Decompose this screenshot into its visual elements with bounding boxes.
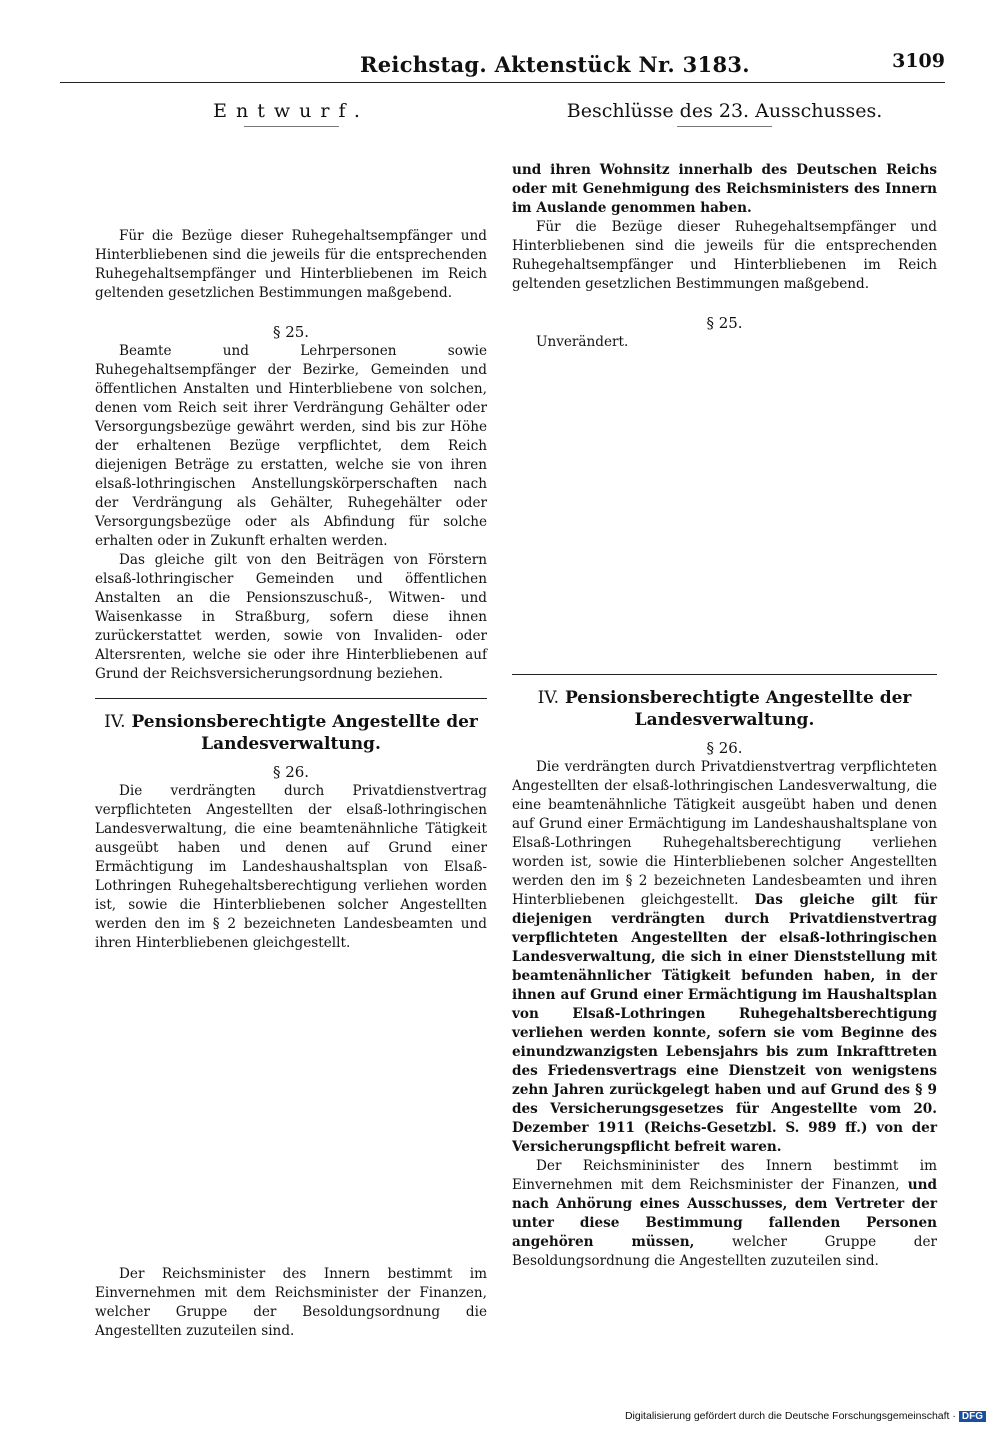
right-section-25-title: § 25. [706,314,743,332]
right-section-26-p2-start: Der Reichsmininister des Innern bestimmt im Einvernehmen mit dem Reichsminister der Finanzen, [512,1158,937,1193]
page-number: 3109 [892,50,945,72]
left-section-25-paragraph-1: Beamte und Lehrpersonen sowie Ruhegehaltsempfänger der Bezirke, Gemeinden und öffentlichen Anstalten und Hinterbliebene von solchen, denen vom Reich seit ihrer Verdrängung Gehälter oder Versorgungsbezüge gewährt werden, sind bis zur Höhe der erhaltenen Bezüge verpflichtet, dem Reich diejenigen Beträge zu erstatten, welche sie von ihren elsaß-lothringischen Anstellungskörperschaften nach der Verdrängung als Gehälter, Ruhegehälter oder Versorgungsbezüge oder als Abfindung für solche erhalten oder in Zukunft erhalten werden. [95,343,487,549]
right-bold-intro: und ihren Wohnsitz innerhalb des Deutschen Reichs oder mit Genehmigung des Reichsministers des Innern im Auslande genommen haben. [512,162,937,216]
left-part-iv-heading [95,711,487,755]
dfg-logo: DFG [959,1411,986,1422]
left-section-25-title: § 25. [272,323,310,341]
right-section-26-paragraph-2 [512,1157,937,1271]
footer-text: Digitalisierung gefördert durch die Deutsche Forschungsgemeinschaft · [624,1410,956,1422]
left-column [95,96,487,1341]
right-section-26-plain-text: Die verdrängten durch Privatdienstvertrag verpflichteten Angestellten der elsaß-lothringischen Landesverwaltung, die eine beamtenähnliche Tätigkeit ausgeübt haben und denen auf Grund einer Ermächtigung im Landeshaushaltsplane von Elsaß-Lothringen Ruhegehaltsberechtigung verliehen worden ist, sowie die Hinterbliebenen solcher Angestellten werden den im § 2 bezeichneten Landesbeamten und ihren Hinterbliebenen gleichgestellt. [512,759,937,908]
left-section-25-paragraph-2: Das gleiche gilt von den Beiträgen von Förstern elsaß-lothringischer Gemeinden und öffentlichen Anstalten an die Pensionszuschuß-, Witwen- und Waisenkasse in Straßburg, sofern diese ihnen zurückerstattet werden, sowie von Invaliden- oder Altersrenten, welche sie oder ihre Hinterbliebenen auf Grund der Reichsversicherungsordnung beziehen. [95,552,487,682]
left-bezuege-paragraph: Für die Bezüge dieser Ruhegehaltsempfänger und Hinterbliebenen sind die jeweils für die entsprechenden Ruhegehaltsempfänger und Hinterbliebenen im Reich geltenden gesetzlichen Bestimmungen maßgebend. [95,228,487,301]
left-section-26-paragraph-1: Die verdrängten durch Privatdienstvertrag verpflichteten Angestellten der elsaß-lothringischen Landesverwaltung, die eine beamtenähnliche Tätigkeit ausgeübt haben und denen auf Grund einer Ermächtigung im Landeshaushaltsplan von Elsaß-Lothringen Ruhegehaltsberechtigung verliehen worden ist, sowie die Hinterbliebenen solcher Angestellten werden den im § 2 bezeichneten Landesbeamten und ihren Hinterbliebenen gleichgestellt. [95,783,487,951]
left-section-26-paragraph-2: Der Reichsminister des Innern bestimmt im Einvernehmen mit dem Reichsminister der Finanzen, welcher Gruppe der Besoldungsordnung die Angestellten zuzuteilen sind. [95,1266,487,1339]
left-column-heading: Entwurf. [213,100,369,122]
right-section-26-p2-bold-amendment: und nach Anhörung eines Ausschusses, dem Vertreter der unter diese Bestimmung fallenden Personen angehören müssen, [512,1177,938,1250]
right-section-25-text: Unverändert. [536,334,629,350]
right-part-iv-number: IV. [537,688,560,708]
right-part-iv-heading [512,687,937,731]
left-part-iv-number: IV. [104,712,126,732]
right-section-26-bold-amendment: Das gleiche gilt für diejenigen verdrängten durch Privatdienstvertrag verpflichteten Angestellten der elsaß-lothringischen Landesverwaltung, die sich in einer Dienststellung mit beamtenähnlicher Tätigkeit befunden haben, in der ihnen auf Grund einer Ermächtigung im Haushaltsplan von Elsaß-Lothringen Ruhegehaltsberechtigung verliehen werden konnte, sofern sie vom Beginne des einundzwanzigsten Lebensjahrs bis zum Inkrafttreten des Friedensvertrags eine Dienstzeit von wenigstens zehn Jahren zurückgelegt haben und auf Grund des § 9 des Versicherungsgesetzes für Angestellte vom 20. Dezember 1911 (Reichs-Gesetzbl. S. 989 ff.) von der Versicherungspflicht befreit waren. [512,892,937,1155]
right-bezuege-paragraph: Für die Bezüge dieser Ruhegehaltsempfänger und Hinterbliebenen sind die jeweils für die entsprechenden Ruhegehaltsempfänger und Hinterbliebenen im Reich geltenden gesetzlichen Bestimmungen maßgebend. [512,219,937,292]
digitization-footer [625,1410,986,1422]
left-section-26-title: § 26. [272,763,310,781]
right-section-26-p2-end: welcher Gruppe der Besoldungsordnung die Angestellten zuzuteilen sind. [512,1234,938,1269]
right-section-26-paragraph-1 [512,758,937,1157]
right-part-iv-title: Pensionsberechtigte Angestellte der Landesverwaltung. [564,688,912,730]
right-section-26-title: § 26. [706,739,743,757]
page-header [60,48,945,83]
page-title: Reichstag. Aktenstück Nr. 3183. [360,52,750,77]
right-column [512,96,937,1271]
left-part-iv-title: Pensionsberechtigte Angestellte der Landesverwaltung. [131,712,478,754]
right-column-heading: Beschlüsse des 23. Ausschusses. [566,100,883,122]
